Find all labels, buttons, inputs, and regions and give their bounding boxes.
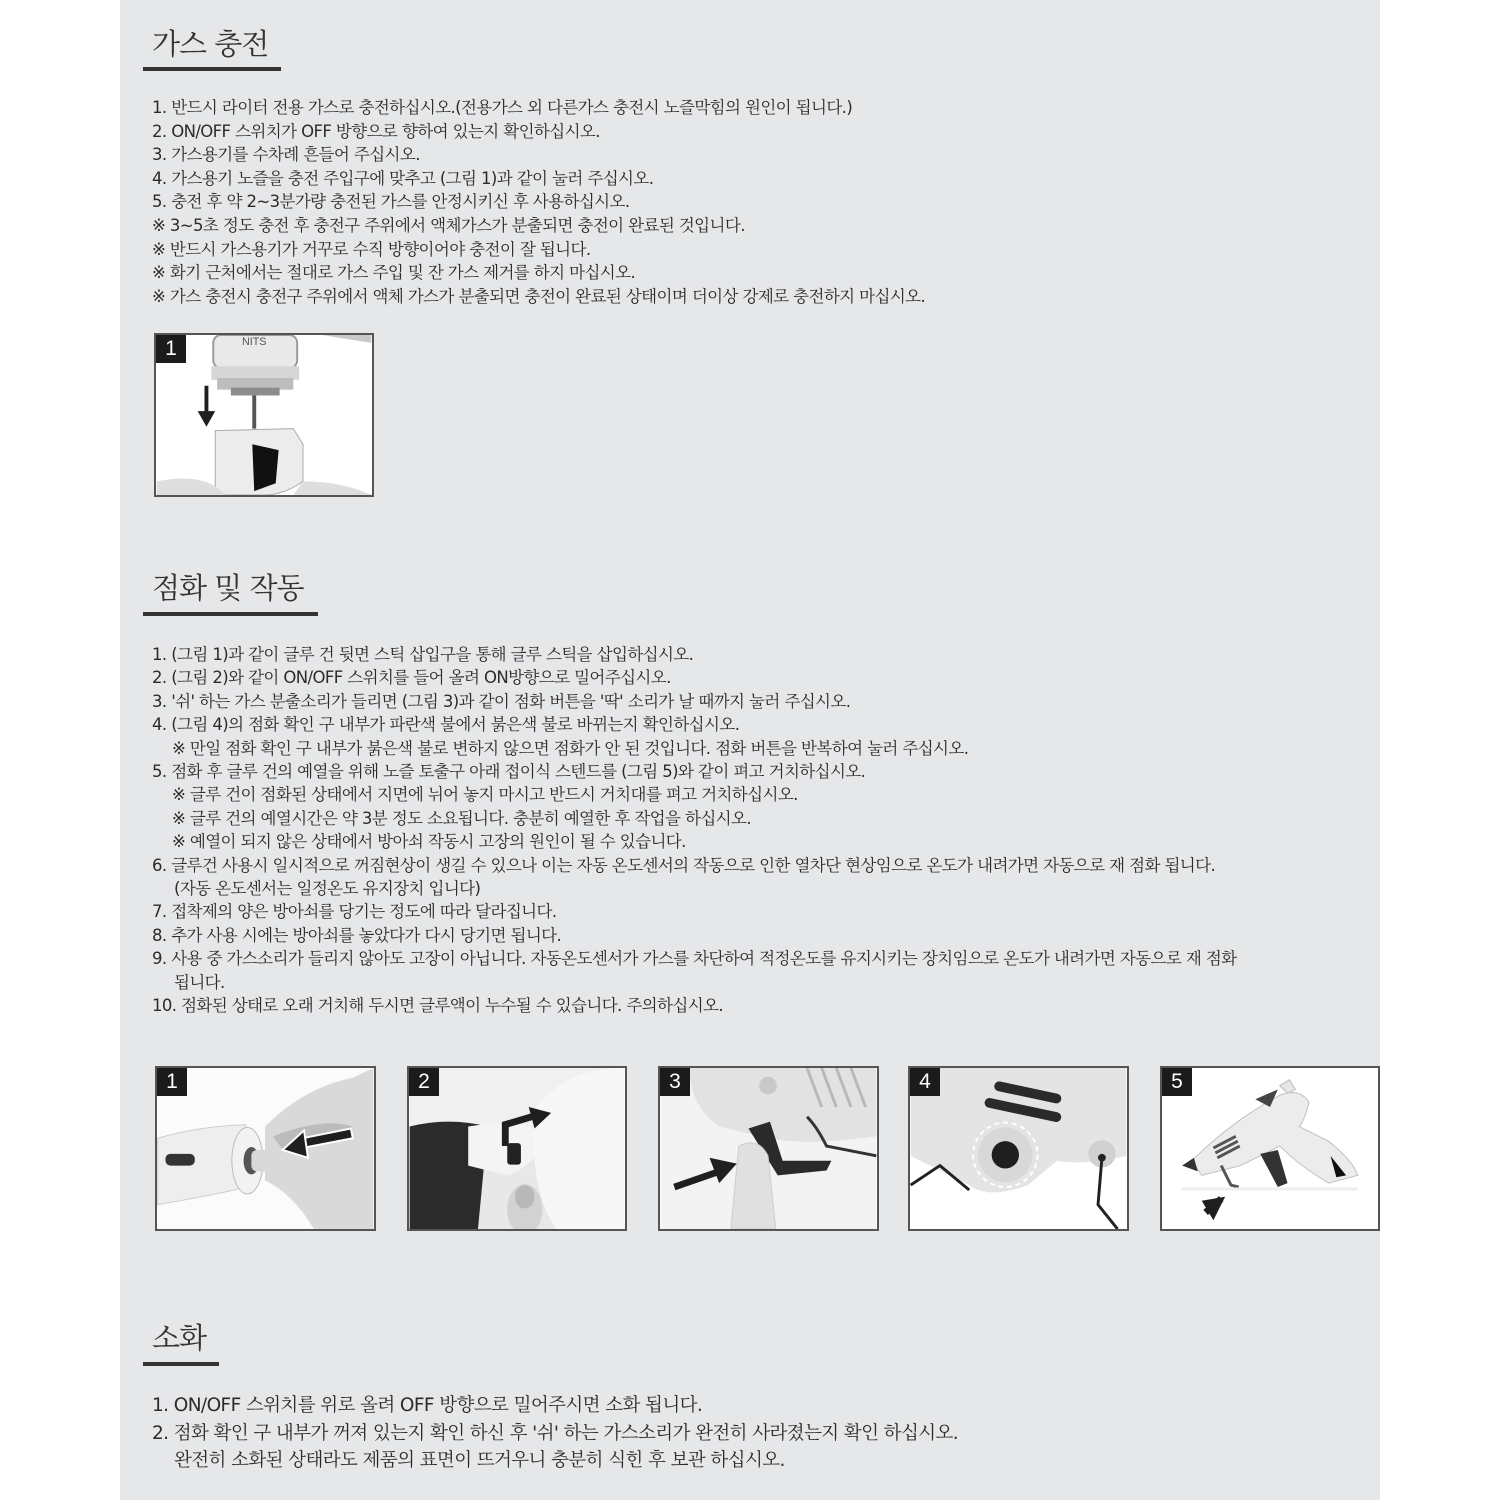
list-item: 5. 점화 후 글루 건의 예열을 위해 노즐 토출구 아래 접이식 스텐드를 (그림 5)와 같이 펴고 거치하십시오. <box>152 762 866 782</box>
title-underline <box>143 612 318 616</box>
figure-number: 2 <box>409 1068 439 1096</box>
note-item: ※ 가스 충전시 충전구 주위에서 액체 가스가 분출되면 충전이 완료된 상태이며 더이상 강제로 충전하지 마십시오. <box>152 286 926 306</box>
note-item: ※ 글루 건의 예열시간은 약 3분 정도 소요됩니다. 충분히 예열한 후 작업을 하십시오. <box>172 808 751 828</box>
figure-ignition-3 <box>658 1066 879 1231</box>
down-arrow-icon <box>156 335 372 495</box>
section-title-gas-charging: 가스 충전 <box>152 27 269 61</box>
list-item: 1. 반드시 라이터 전용 가스로 충전하십시오.(전용가스 외 다른가스 충전시 노즐막힘의 원인이 됩니다.) <box>152 98 853 117</box>
section-title-ignition: 점화 및 작동 <box>152 571 304 605</box>
canister-label: NITS <box>242 335 267 348</box>
title-underline <box>143 1362 219 1366</box>
note-item: ※ 예열이 되지 않은 상태에서 방아쇠 작동시 고장의 원인이 될 수 있습니다. <box>172 832 686 852</box>
list-item: 1. (그림 1)과 같이 글루 건 뒷면 스틱 삽입구을 통해 글루 스틱을 삽입하십시오. <box>152 645 694 664</box>
list-item: 7. 접착제의 양은 방아쇠를 당기는 정도에 따라 달라집니다. <box>152 902 557 922</box>
list-item: 5. 충전 후 약 2~3분가량 충전된 가스를 안정시키신 후 사용하십시오. <box>152 192 630 212</box>
list-item: 4. (그림 4)의 점화 확인 구 내부가 파란색 불에서 붉은색 불로 바뀌는지 확인하십시오. <box>152 715 740 735</box>
list-item: 3. '쉬' 하는 가스 분출소리가 들리면 (그림 3)과 같이 점화 버튼을 '딱' 소리가 날 때까지 눌러 주십시오. <box>152 691 851 711</box>
note-item: ※ 반드시 가스용기가 거꾸로 수직 방향이어야 충전이 잘 됩니다. <box>152 239 591 259</box>
list-item: 6. 글루건 사용시 일시적으로 꺼짐현상이 생길 수 있으나 이는 자동 온도센서의 작동으로 인한 열차단 현상임으로 온도가 내려가면 자동으로 재 점화 됩니다. <box>152 855 1216 875</box>
list-item: 2. (그림 2)와 같이 ON/OFF 스위치를 들어 올려 ON방향으로 밀어주십시오. <box>152 668 671 688</box>
extinguish-list <box>152 1392 958 1475</box>
list-item: 4. 가스용기 노즐을 충전 주입구에 맞추고 (그림 1)과 같이 눌러 주십시오. <box>152 168 654 188</box>
list-item-continuation: (자동 온도센서는 일정온도 유지장치 입니다) <box>174 879 481 899</box>
list-item: 2. ON/OFF 스위치가 OFF 방향으로 향하여 있는지 확인하십시오. <box>152 121 600 141</box>
list-item-continuation: 완전히 소화된 상태라도 제품의 표면이 뜨거우니 충분히 식힌 후 보관 하십시오. <box>174 1450 785 1471</box>
note-item: ※ 글루 건이 점화된 상태에서 지면에 뉘어 놓지 마시고 반드시 거치대를 펴고 거치하십시오. <box>172 785 798 805</box>
list-item: 1. ON/OFF 스위치를 위로 올려 OFF 방향으로 밀어주시면 소화 됩니다. <box>152 1395 703 1416</box>
bent-up-right-arrow-icon <box>409 1068 625 1229</box>
figure-number: 1 <box>157 1068 187 1096</box>
list-item: 2. 점화 확인 구 내부가 꺼져 있는지 확인 하신 후 '쉬' 하는 가스소리가 완전히 사라졌는지 확인 하십시오. <box>152 1422 959 1444</box>
figure-number: 1 <box>156 335 186 363</box>
title-underline <box>143 67 281 71</box>
up-left-arrow-icon <box>1162 1068 1378 1229</box>
list-item: 9. 사용 중 가스소리가 들리지 않아도 고장이 아닙니다. 자동온도센서가 가스를 차단하여 적정온도를 유지시키는 장치임으로 온도가 내려가면 자동으로 재 점화 <box>152 949 1237 969</box>
note-item: ※ 3~5초 정도 충전 후 충전구 주위에서 액체가스가 분출되면 충전이 완료된 것입니다. <box>152 215 745 235</box>
ignition-list <box>152 643 1237 1018</box>
figure-number: 4 <box>910 1068 940 1096</box>
note-item: ※ 만일 점화 확인 구 내부가 붉은색 불로 변하지 않으면 점화가 안 된 것입니다. 점화 버튼을 반복하여 눌러 주십시오. <box>172 738 969 758</box>
gas-charging-list <box>152 96 925 308</box>
figure-gas-charging-1 <box>154 333 374 497</box>
note-item: ※ 화기 근처에서는 절대로 가스 주입 및 잔 가스 제거를 하지 마십시오. <box>152 263 636 283</box>
figure-ignition-4 <box>908 1066 1129 1231</box>
section-title-extinguish: 소화 <box>152 1321 207 1355</box>
left-arrow-icon <box>157 1068 374 1229</box>
figure-number: 3 <box>660 1068 690 1096</box>
figure-ignition-1 <box>155 1066 376 1231</box>
list-item: 10. 점화된 상태로 오래 거치해 두시면 글루액이 누수될 수 있습니다. 주의하십시오. <box>152 996 724 1016</box>
list-item-continuation: 됩니다. <box>174 972 225 992</box>
figure-ignition-5 <box>1160 1066 1380 1231</box>
list-item: 3. 가스용기를 수차례 흔들어 주십시오. <box>152 145 420 165</box>
up-right-arrow-icon <box>660 1068 877 1229</box>
figure-ignition-2 <box>407 1066 627 1231</box>
dashed-circle-icon <box>910 1068 1127 1229</box>
figure-number: 5 <box>1162 1068 1192 1096</box>
list-item: 8. 추가 사용 시에는 방아쇠를 놓았다가 다시 당기면 됩니다. <box>152 925 562 945</box>
